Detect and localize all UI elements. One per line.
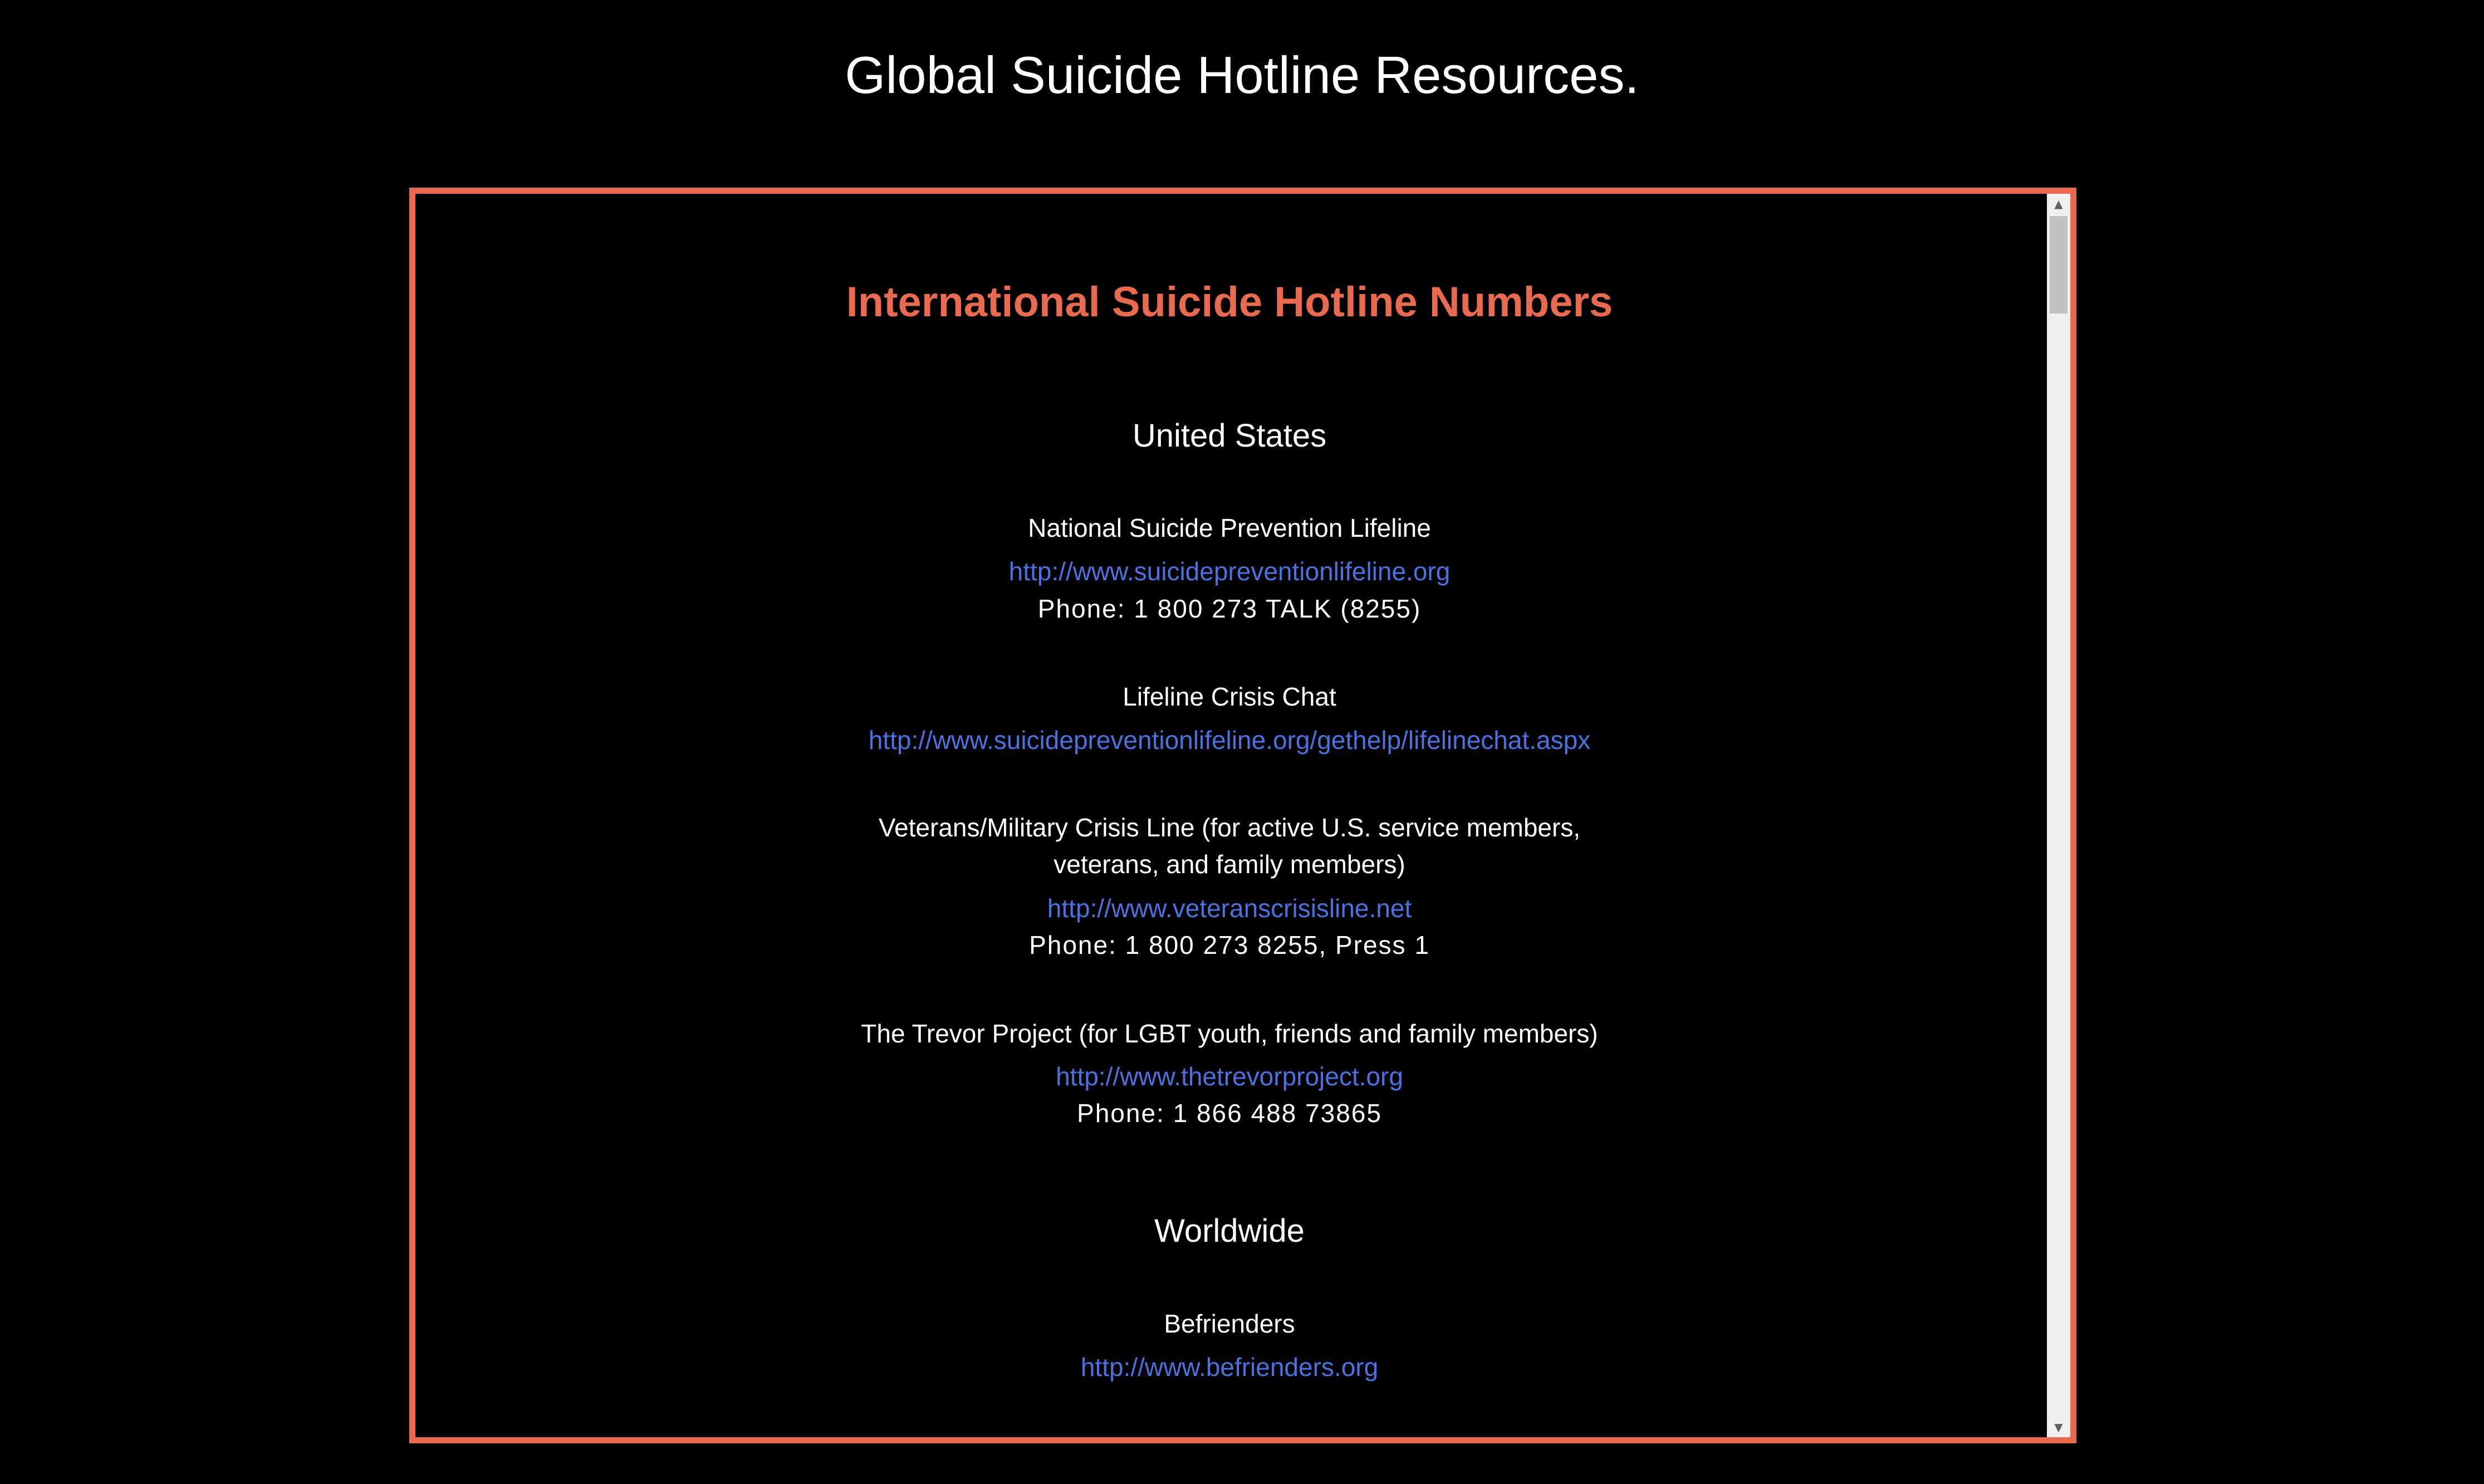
hotline-scroll-content[interactable] [415, 194, 2044, 1437]
entry-name-lifeline-crisis-chat: Lifeline Crisis Chat [1123, 682, 1336, 711]
entry-name-veterans-crisis-line [415, 809, 2044, 883]
entry-name-trevor-project: The Trevor Project (for LGBT youth, friends and family members) [861, 1019, 1598, 1048]
link-befrienders[interactable]: http://www.befrienders.org [1080, 1353, 1379, 1382]
region-heading-united-states: United States [1132, 418, 1327, 454]
entry-name-veterans-crisis-line-text: Veterans/Military Crisis Line (for active U.S. service members, veterans, and family members) [878, 813, 1581, 879]
link-lifeline-crisis-chat[interactable]: http://www.suicidepreventionlifeline.org/gethelp/lifelinechat.aspx [868, 726, 1591, 755]
vertical-scrollbar[interactable] [2047, 194, 2070, 1437]
scroll-up-arrow-icon[interactable]: ▲ [2054, 197, 2063, 210]
page-title: Global Suicide Hotline Resources. [845, 46, 1639, 104]
phone-national-lifeline: Phone: 1 800 273 TALK (8255) [1037, 594, 1422, 623]
panel-title: International Suicide Hotline Numbers [846, 278, 1613, 326]
phone-trevor-project: Phone: 1 866 488 73865 [1077, 1099, 1382, 1128]
phone-veterans-crisis-line: Phone: 1 800 273 8255, Press 1 [1029, 930, 1430, 959]
entry-name-befrienders: Befrienders [1164, 1309, 1295, 1338]
scroll-thumb[interactable] [2050, 216, 2067, 314]
link-national-lifeline[interactable]: http://www.suicidepreventionlifeline.org [1008, 557, 1451, 586]
scroll-down-arrow-icon[interactable]: ▼ [2054, 1421, 2063, 1434]
region-heading-worldwide: Worldwide [1154, 1213, 1305, 1249]
link-veterans-crisis-line[interactable]: http://www.veteranscrisisline.net [1047, 894, 1412, 923]
hotline-panel [409, 188, 2076, 1443]
link-trevor-project[interactable]: http://www.thetrevorproject.org [1056, 1062, 1403, 1091]
entry-name-national-lifeline: National Suicide Prevention Lifeline [1028, 513, 1431, 542]
